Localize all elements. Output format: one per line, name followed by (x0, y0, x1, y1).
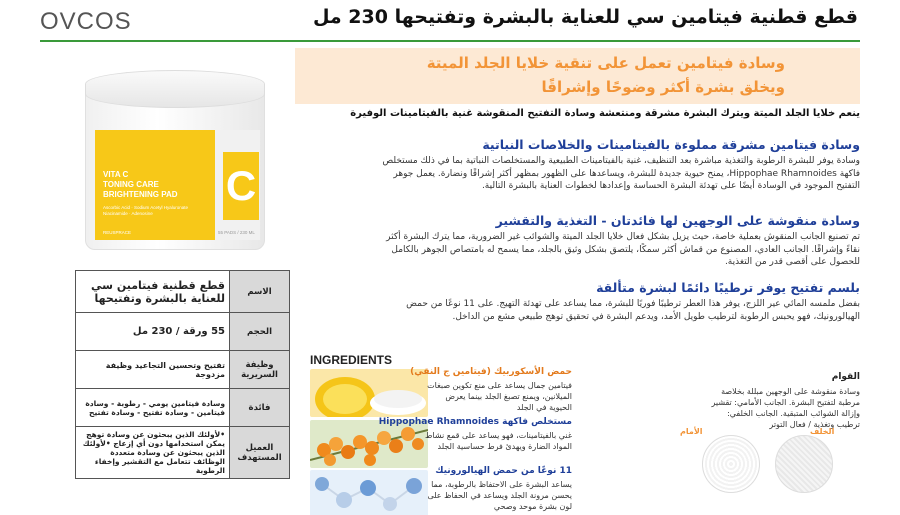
pad-front-image (702, 435, 760, 493)
table-row (76, 271, 290, 313)
ingredient-body-1: فيتامين جمال يساعد على منع تكوين صبغات الميلانين، ويمنع تصبغ الجلد بينما يعرض الحيوية في الجلد (427, 381, 572, 412)
intro-text: ينعم خلايا الجلد الميتة ويترك البشرة مشرقة ومنتعشة وسادة التفتيح المنقوشة غنية بالفيتامينات الوفيرة (350, 108, 860, 119)
pad-back-image (775, 435, 833, 493)
jar-line-3: BRIGHTENING PAD (103, 190, 178, 199)
jar-big-letter: C (223, 152, 259, 220)
ingredient-body-3: يساعد البشرة على الاحتفاظ بالرطوبة، مما يحسن مرونة الجلد ويساعد في الحفاظ على لون بشرة موحد وصحي (427, 480, 572, 511)
ingredient-image-sea-buckthorn (310, 420, 428, 468)
ingredient-title-2: مستخلص فاكهة Hippophae Rhamnoides (378, 417, 572, 427)
section-body-3: بفضل ملمسه المائي عير اللزج، يوفر هذا العطر ترطيبًا فوريًا للبشرة، مما يساعد على تهدئة التهيج. على 11 نوعًا من حمض الهيالورونيك، فهو يحبس الرطوبة لترطيب طويل الأمد، ويدعم البشرة في تحقيق توهج طبيعي مشع من الداخل. (406, 299, 860, 322)
jar-lid (85, 70, 265, 108)
jar-side-small: 55 PADS / 230 ML (218, 230, 255, 235)
section-title-2: وسادة منقوشة على الوجهين لها فائدتان - التغذية والتقشير (495, 213, 860, 228)
pad-front-label: الأمام (680, 427, 703, 436)
jar-line-2: TONING CARE (103, 180, 159, 189)
table-row (76, 351, 290, 389)
jar-small-1: Ascorbic Acid · Sodium Acetyl Hyaluronate (103, 205, 189, 210)
ingredient-title-3: 11 نوعًا من حمض الهيالورونيك (435, 466, 572, 476)
ingredient-body-2: غني بالفيتامينات، فهو يساعد على قمع نشاط المواد الضارة ويهدئ فرط حساسية الجلد (424, 431, 572, 451)
spec-label: العميل المستهدف (230, 427, 290, 479)
product-image (75, 70, 275, 260)
highlight-line-1: وسادة فيتامين تعمل على تنقية خلايا الجلد الميتة (426, 54, 785, 72)
jar-brand-small: REUSPRACE (103, 230, 132, 235)
spec-value: وسادة فيتامين يومي - رطوبة - وسادة فيتامين - وسادة تفتيح - وسادة تفتيح (76, 389, 230, 427)
texture-title: القوام (831, 372, 860, 382)
spec-value: 55 ورقة / 230 مل (76, 313, 230, 351)
spec-table (75, 270, 290, 479)
spec-value: •لأولئك الذين يبحثون عن وسادة توهج يمكن استخدامها دون أي إزعاج •لأولئك الذين يبحثون عن وسادة متعددة الوظائف تتعامل مع التقشير وإخفاء الرطوبة (76, 427, 230, 479)
jar-line-1: VITA C (103, 170, 129, 179)
table-row (76, 313, 290, 351)
jar-small-2: Niacinamide · Adenosine (103, 211, 153, 216)
header-divider (40, 40, 860, 42)
spec-label: الحجم (230, 313, 290, 351)
spec-label: فائدة (230, 389, 290, 427)
section-body-1: وسادة يوفر للبشرة الرطوبة والتغذية مباشرة بعد التنظيف، غنية بالفيتامينات الطبيعية والمستخلصات النباتية بما في ذلك مستخلص فاكهة Hippophae Rhamnoides، يمنح حيوية جديدة للبشرة، ويساعدها على الظهور بمظهر أكثر إشراقًا ونضارة. يعمل جوهر التفتيح الموجود في الوسادة أيضًا على تهدئة البشرة الحساسة وإعدادها لخطوات العناية بالبشرة التالية. (382, 156, 860, 191)
section-title-1: وسادة فيتامين مشرقة مملوءة بالفيتامينات والخلاصات النباتية (482, 137, 860, 152)
spec-value: قطع قطنية فيتامين سي للعناية بالبشرة وتفتيحها (76, 271, 230, 313)
spec-label: وظيفة السريرية (230, 351, 290, 389)
table-row (76, 427, 290, 479)
highlight-line-2: ويخلق بشرة أكثر وضوحًا وإشراقًا (541, 78, 785, 96)
page-title: قطع قطنية فيتامين سي للعناية بالبشرة وتفتيحها 230 مل (312, 6, 858, 28)
table-row (76, 389, 290, 427)
brand-logo: OVCOS (40, 8, 132, 35)
ingredient-title-1: حمض الأسكوربيك (فيتامين ج النقي) (410, 367, 572, 377)
header (0, 0, 900, 42)
ingredient-image-hyaluronic (310, 470, 428, 515)
texture-body: وسادة منقوشة على الوجهين مبللة بخلاصة مرطبة لتفتيح البشرة. الجانب الأمامي: تقشير وإزالة الشوائب المتبقية. الجانب الخلفي: ترطيب وتغذية / فعال التوتر (711, 387, 860, 429)
pad-back-label: الخلف (810, 427, 835, 436)
section-body-2: تم تصنيع الجانب المنقوش بعملية خاصة، حيث يزيل بشكل فعال خلايا الجلد الميتة والشوائب غير الضرورية، مما يترك البشرة أكثر نقاءً وإشراقًا. الجانب العادي، المصنوع من قماش أكثر سمكًا، يلتصق بشكل وثيق بالجلد، مما يسمح له بامتصاص الجوهر بالكامل للحصول على أقصى قدر من التغذية. (386, 232, 860, 267)
spec-value: تفتيح وتحسين التجاعيد وظيفة مزدوجة (76, 351, 230, 389)
ingredients-title: INGREDIENTS (310, 353, 393, 367)
section-title-3: بلسم تفتيح يوفر ترطيبًا دائمًا لبشرة متألقة (596, 280, 860, 295)
highlight-box (295, 48, 860, 104)
spec-label: الاسم (230, 271, 290, 313)
